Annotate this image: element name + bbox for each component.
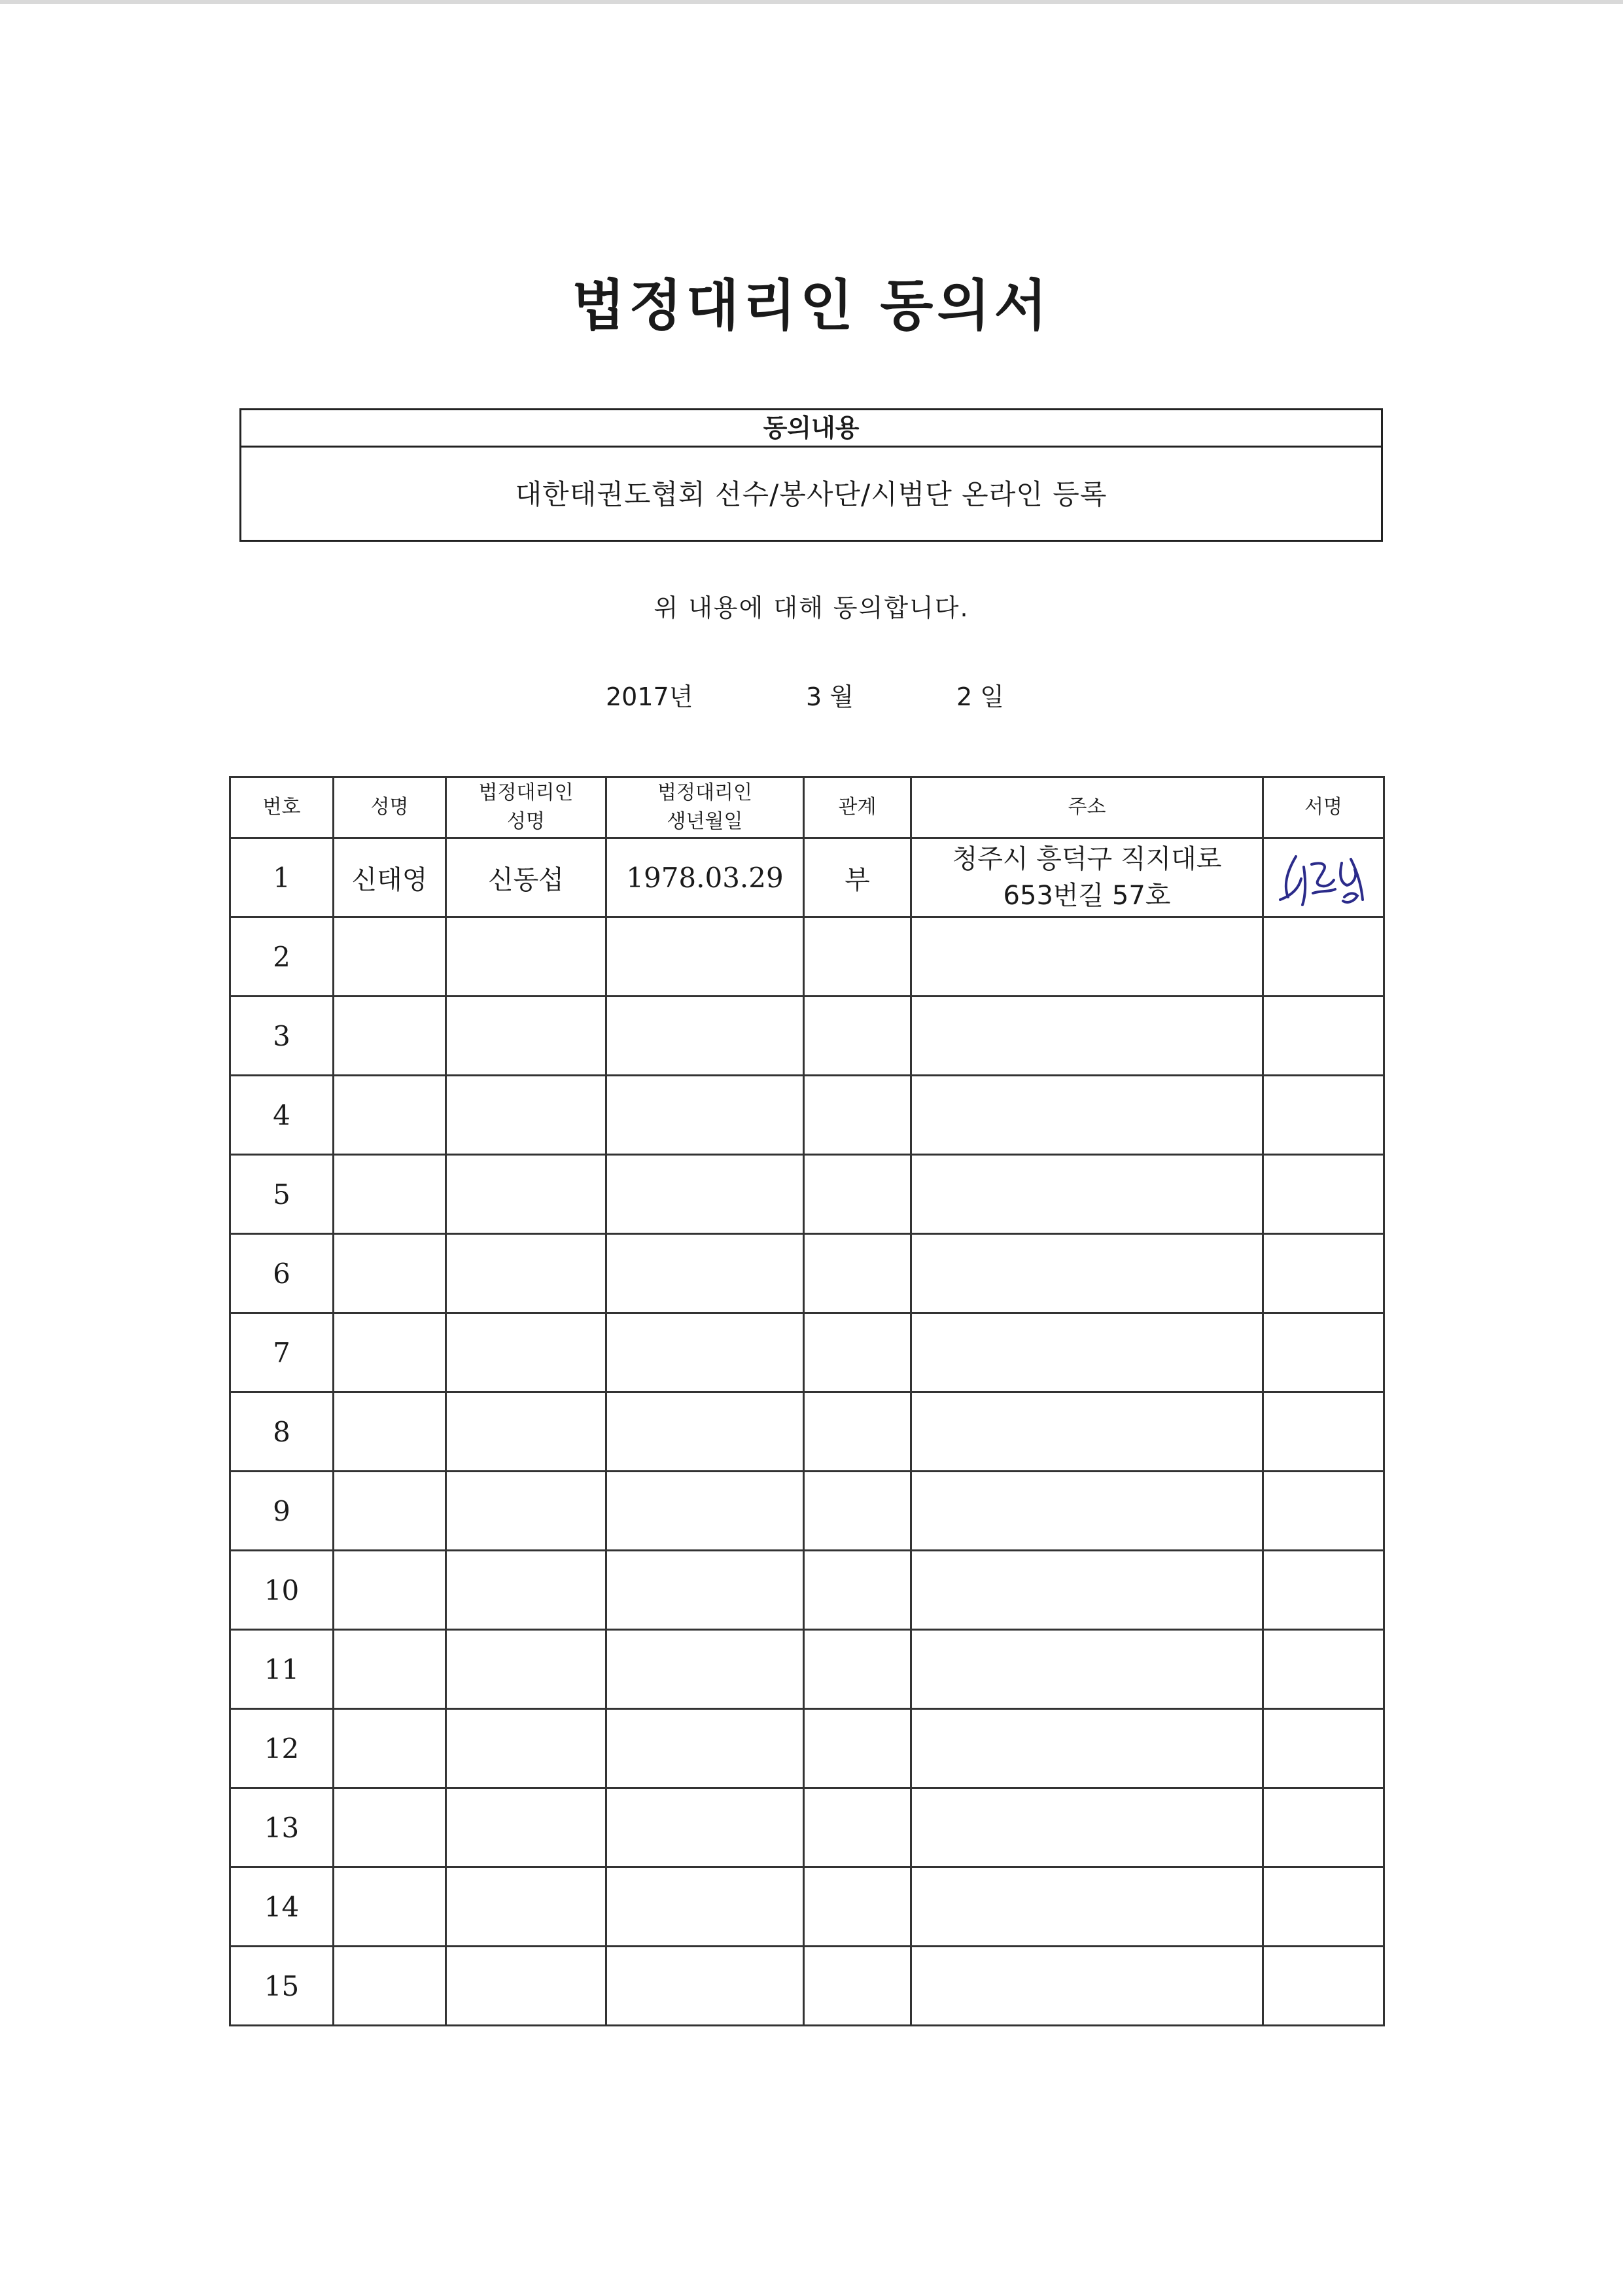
header-name: 성명 [334,777,446,838]
document-title: 법정대리인 동의서 [572,274,1051,338]
header-address: 주소 [911,777,1263,838]
row-no: 11 [230,1630,334,1709]
row-no: 12 [230,1709,334,1788]
table-row [230,1709,1384,1788]
agreement-statement: 위 내용에 대해 동의합니다. [654,593,969,622]
table-row [230,1788,1384,1867]
table-row [230,1551,1384,1630]
consent-header: 동의내용 [241,410,1381,448]
row-address-line1: 청주시 흥덕구 직지대로 [952,844,1222,874]
consent-box [239,408,1383,542]
table-row [230,1630,1384,1709]
row-no: 9 [230,1472,334,1551]
scan-edge [0,0,1623,4]
table-row [230,1076,1384,1155]
row-guardian-birth: 1978.03.29 [606,838,804,917]
header-no: 번호 [230,777,334,838]
row-no: 2 [230,917,334,997]
header-relation: 관계 [804,777,911,838]
table-row [230,1472,1384,1551]
row-no: 7 [230,1313,334,1392]
table-row [230,997,1384,1076]
row-no: 5 [230,1155,334,1234]
header-guardian-name-line2: 성명 [507,810,545,833]
date-month: 3 월 [806,682,854,711]
row-no: 10 [230,1551,334,1630]
header-guardian-name-line1: 법정대리인 [478,781,574,804]
row-no: 15 [230,1947,334,2026]
consent-body: 대한태권도협회 선수/봉사단/시범단 온라인 등록 [515,478,1108,510]
row-name: 신태영 [334,838,446,917]
header-guardian-birth-line1: 법정대리인 [657,781,752,804]
header-guardian-name [446,777,606,838]
handwritten-signature [1271,845,1376,910]
table-row [230,1313,1384,1392]
table-row [230,1155,1384,1234]
table-row [230,1392,1384,1472]
table-row [230,1867,1384,1947]
table-row [230,917,1384,997]
row-relation: 부 [804,838,911,917]
row-no: 14 [230,1867,334,1947]
row-no: 3 [230,997,334,1076]
row-address-line2: 653번길 57호 [1003,881,1171,911]
table-row [230,1234,1384,1313]
row-no: 4 [230,1076,334,1155]
table-row [230,1947,1384,2026]
row-no: 13 [230,1788,334,1867]
header-guardian-birth-line2: 생년월일 [667,810,743,833]
table-header-row [230,777,1384,838]
header-signature: 서명 [1263,777,1384,838]
row-no: 6 [230,1234,334,1313]
row-address [911,838,1263,917]
row-no: 8 [230,1392,334,1472]
date-day: 2 일 [956,682,1004,711]
row-guardian-name: 신동섭 [446,838,606,917]
table-row [230,838,1384,917]
header-guardian-birth [606,777,804,838]
guardian-table [229,776,1385,2026]
row-signature [1263,838,1384,917]
date-year: 2017년 [606,682,693,711]
row-no: 1 [230,838,334,917]
